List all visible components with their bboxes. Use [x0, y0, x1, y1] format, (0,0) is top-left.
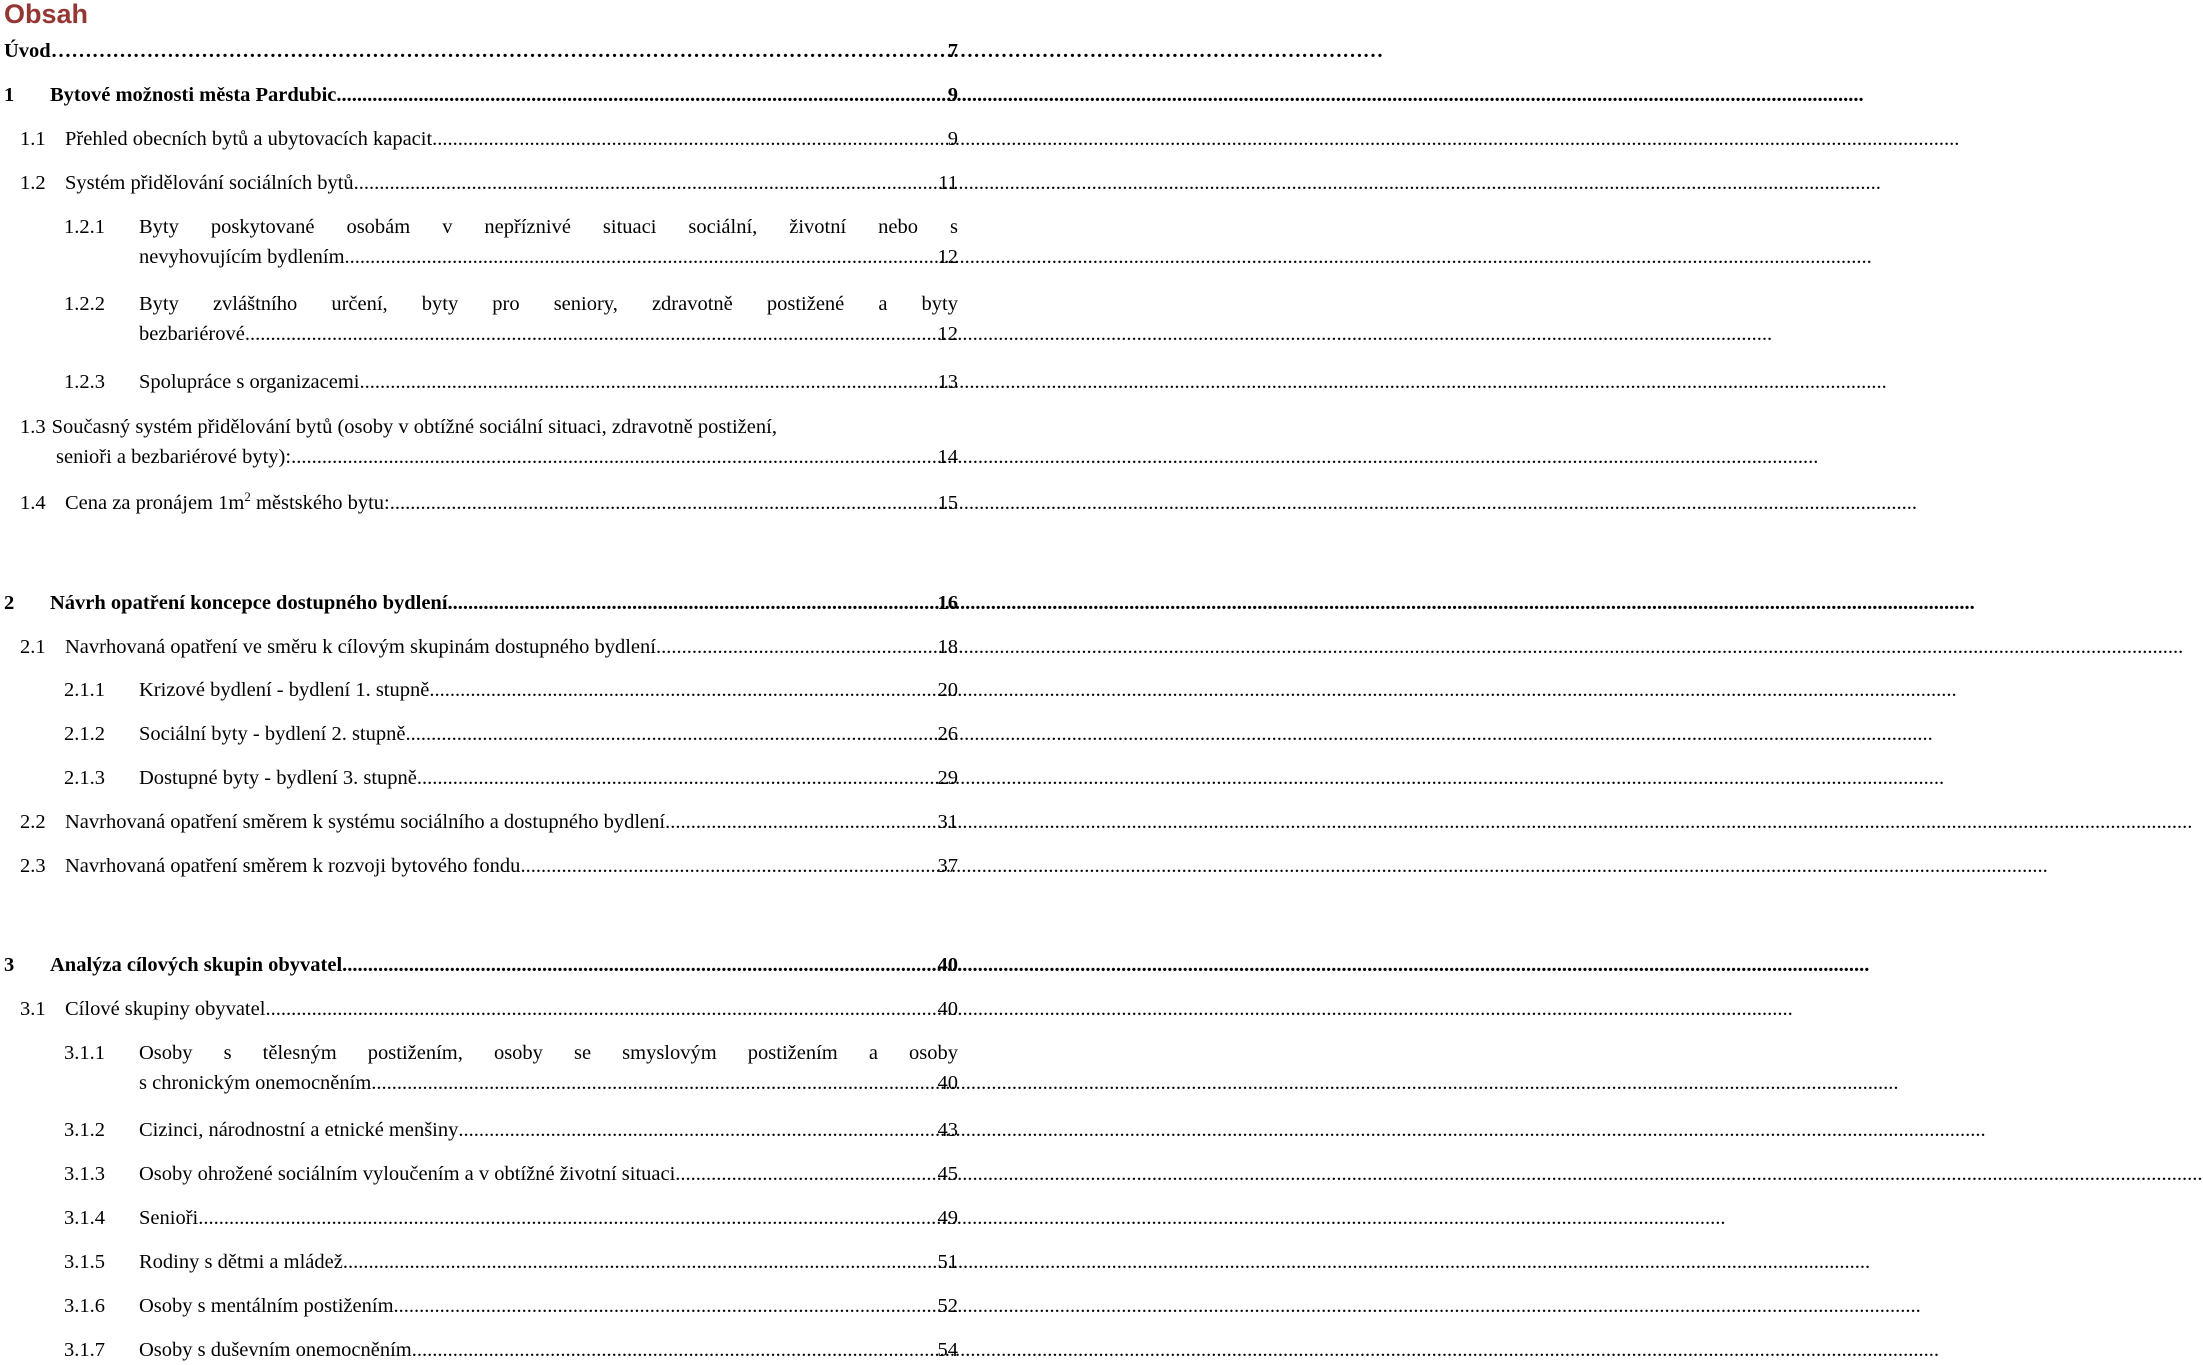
toc-entry-number: 1.4 — [20, 492, 46, 514]
toc-leader-dots — [656, 632, 936, 662]
toc-entry-number: 3 — [4, 954, 15, 976]
toc-entry-page: 7 — [947, 40, 958, 62]
toc-leader-dots — [371, 1068, 935, 1098]
toc-leader-dots — [343, 1247, 936, 1277]
toc-entry-3-1[interactable] — [20, 994, 958, 1024]
toc-entry-3-1-7[interactable] — [64, 1335, 958, 1365]
toc-entry-page: 40 — [937, 998, 958, 1020]
toc-leader-dots — [394, 1291, 936, 1321]
toc-entry-number: 3.1 — [20, 998, 46, 1020]
toc-leader-dots — [342, 950, 935, 980]
toc-leader-dots — [345, 242, 936, 272]
toc-entry-number: 2 — [4, 592, 15, 614]
toc-entry-page: 13 — [937, 371, 958, 393]
toc-leader-dots — [245, 319, 936, 349]
toc-entry-1-2-1[interactable] — [64, 212, 958, 272]
toc-entry-2-1[interactable] — [20, 632, 958, 662]
toc-entry-text: Návrh opatření koncepce dostupného bydlení — [50, 592, 448, 614]
toc-entry-text: Osoby s mentálním postižením — [139, 1295, 394, 1317]
toc-entry-page: 40 — [937, 954, 958, 976]
toc-entry-page: 9 — [947, 84, 958, 106]
toc-entry-page: 52 — [937, 1295, 958, 1317]
toc-entry-3-1-3[interactable] — [64, 1159, 958, 1189]
toc-entry-page: 26 — [937, 723, 958, 745]
toc-entry-number: 1.2.1 — [64, 216, 105, 238]
toc-entry-number: 1.2 — [20, 172, 46, 194]
toc-entry-text-continued: s chronickým onemocněním — [139, 1072, 372, 1094]
toc-entry-text: Současný systém přidělování bytů (osoby v obtížné sociální situaci, zdravotně postižení, — [51, 416, 777, 438]
toc-entry-text: Dostupné byty - bydlení 3. stupně — [139, 767, 417, 789]
toc-entry-1-2-2[interactable] — [64, 289, 958, 349]
toc-entry-text: Krizové bydlení - bydlení 1. stupně — [139, 679, 430, 701]
toc-title: Obsah — [4, 0, 89, 29]
toc-entry-text: Navrhovaná opatření ve směru k cílovým skupinám dostupného bydlení — [65, 636, 656, 658]
toc-entry-3-1-6[interactable] — [64, 1291, 958, 1321]
toc-entry-text: Spolupráce s organizacemi — [139, 371, 360, 393]
toc-leader-dots — [429, 675, 935, 705]
toc-entry-text: Navrhovaná opatření směrem k systému sociálního a dostupného bydlení — [65, 811, 666, 833]
toc-entry-3[interactable] — [4, 950, 958, 980]
toc-entry-text-continued: senioři a bezbariérové byty): — [56, 446, 292, 468]
toc-entry-number: 3.1.7 — [64, 1339, 105, 1361]
toc-leader-dots — [665, 807, 935, 837]
toc-entry-text: Analýza cílových skupin obyvatel — [50, 954, 343, 976]
toc-entry-number: 1.2.2 — [64, 293, 105, 315]
toc-entry-1[interactable] — [4, 80, 958, 110]
toc-entry-text: Cena za pronájem $1m^2$ městského bytu: — [65, 489, 390, 514]
toc-leader-dots — [448, 588, 936, 618]
toc-entry-page: 15 — [937, 492, 958, 514]
toc-entry-number: 3.1.2 — [64, 1119, 105, 1141]
toc-entry-text: Sociální byty - bydlení 2. stupně — [139, 723, 406, 745]
toc-entry-text: Byty zvláštního určení, byty pro seniory, zdravotně postižené a byty — [139, 293, 958, 315]
toc-leader-dots — [265, 994, 935, 1024]
toc-entry-1-1[interactable] — [20, 124, 958, 154]
toc-entry-number: 2.1 — [20, 636, 46, 658]
toc-entry-page: 49 — [937, 1207, 958, 1229]
toc-entry-page: 12 — [937, 323, 958, 345]
toc-entry-text: Senioři — [139, 1207, 199, 1229]
toc-leader-dots — [417, 763, 936, 793]
toc-entry-page: 20 — [937, 679, 958, 701]
toc-entry-text: Osoby s duševním onemocněním — [139, 1339, 412, 1361]
toc-entry-number: 2.1.1 — [64, 679, 105, 701]
toc-entry-2-1-1[interactable] — [64, 675, 958, 705]
toc-entry-3-1-5[interactable] — [64, 1247, 958, 1277]
toc-entry-number: 3.1.5 — [64, 1251, 105, 1273]
toc-leader-dots — [360, 367, 936, 397]
toc-entry-page: 29 — [937, 767, 958, 789]
toc-entry-number: 2.3 — [20, 855, 46, 877]
toc-entry-text: Osoby ohrožené sociálním vyloučením a v obtížné životní situaci — [139, 1163, 676, 1185]
toc-entry-page: 51 — [937, 1251, 958, 1273]
toc-entry-3-1-1[interactable] — [64, 1038, 958, 1098]
toc-entry-3-1-2[interactable] — [64, 1115, 958, 1145]
toc-entry-page: 9 — [947, 128, 958, 150]
toc-leader-dots — [336, 80, 945, 110]
toc-entry-page: 12 — [937, 246, 958, 268]
toc-leader-dots — [675, 1159, 935, 1189]
toc-entry-page: 37 — [937, 855, 958, 877]
toc-leader-dots — [405, 719, 935, 749]
toc-entry-2-3[interactable] — [20, 851, 958, 881]
toc-entry-number: 1.3 — [20, 416, 46, 438]
toc-entry-page: 31 — [937, 811, 958, 833]
toc-entry-number: 3.1.1 — [64, 1042, 105, 1064]
toc-entry-intro[interactable] — [4, 36, 958, 66]
toc-leader-dots — [354, 168, 937, 198]
toc-entry-number: 2.2 — [20, 811, 46, 833]
toc-entry-1-2[interactable] — [20, 168, 958, 198]
toc-entry-text: Úvod — [4, 40, 51, 62]
toc-entry-text: Rodiny s dětmi a mládež — [139, 1251, 343, 1273]
toc-leader-dots — [51, 36, 946, 66]
toc-entry-page: 45 — [937, 1163, 958, 1185]
toc-entry-1-4[interactable] — [20, 488, 958, 518]
toc-leader-dots — [458, 1115, 935, 1145]
toc-entry-page: 11 — [938, 172, 958, 194]
toc-entry-text: Cizinci, národnostní a etnické menšiny — [139, 1119, 459, 1141]
toc-entry-number: 3.1.6 — [64, 1295, 105, 1317]
toc-entry-page: 43 — [937, 1119, 958, 1141]
toc-leader-dots — [520, 851, 935, 881]
toc-entry-number: 1.2.3 — [64, 371, 105, 393]
toc-entry-page: 54 — [937, 1339, 958, 1361]
toc-entry-text: Cílové skupiny obyvatel — [65, 998, 266, 1020]
toc-leader-dots — [412, 1335, 936, 1365]
toc-entry-text-continued: bezbariérové — [139, 323, 245, 345]
superscript: 2 — [244, 489, 251, 505]
toc-entry-number: 2.1.3 — [64, 767, 105, 789]
toc-entry-text: Navrhovaná opatření směrem k rozvoji bytového fondu — [65, 855, 521, 877]
toc-entry-text-continued: nevyhovujícím bydlením — [139, 246, 345, 268]
toc-entry-text: Bytové možnosti města Pardubic — [50, 84, 337, 106]
toc-entry-text: Byty poskytované osobám v nepříznivé situaci sociální, životní nebo s — [139, 216, 958, 238]
toc-entry-number: 2.1.2 — [64, 723, 105, 745]
toc-entry-number: 1 — [4, 84, 15, 106]
toc-entry-page: 14 — [937, 446, 958, 468]
toc-entry-page: 16 — [937, 592, 958, 614]
toc-entry-2-1-2[interactable] — [64, 719, 958, 749]
toc-entry-text: Přehled obecních bytů a ubytovacích kapacit — [65, 128, 433, 150]
toc-entry-2-2[interactable] — [20, 807, 958, 837]
toc-leader-dots — [432, 124, 946, 154]
toc-entry-page: 40 — [937, 1072, 958, 1094]
toc-leader-dots — [291, 442, 935, 472]
toc-entry-number: 3.1.3 — [64, 1163, 105, 1185]
toc-entry-text: Osoby s tělesným postižením, osoby se smyslovým postižením a osoby — [139, 1042, 958, 1064]
toc-entry-2-1-3[interactable] — [64, 763, 958, 793]
toc-entry-2[interactable] — [4, 588, 958, 618]
toc-leader-dots — [198, 1203, 935, 1233]
toc-entry-text: Systém přidělování sociálních bytů — [65, 172, 354, 194]
toc-entry-3-1-4[interactable] — [64, 1203, 958, 1233]
toc-entry-number: 3.1.4 — [64, 1207, 105, 1229]
toc-entry-1-2-3[interactable] — [64, 367, 958, 397]
toc-leader-dots — [390, 488, 936, 518]
toc-entry-page: 18 — [937, 636, 958, 658]
toc-entry-number: 1.1 — [20, 128, 46, 150]
toc-entry-1-3[interactable] — [20, 412, 958, 472]
